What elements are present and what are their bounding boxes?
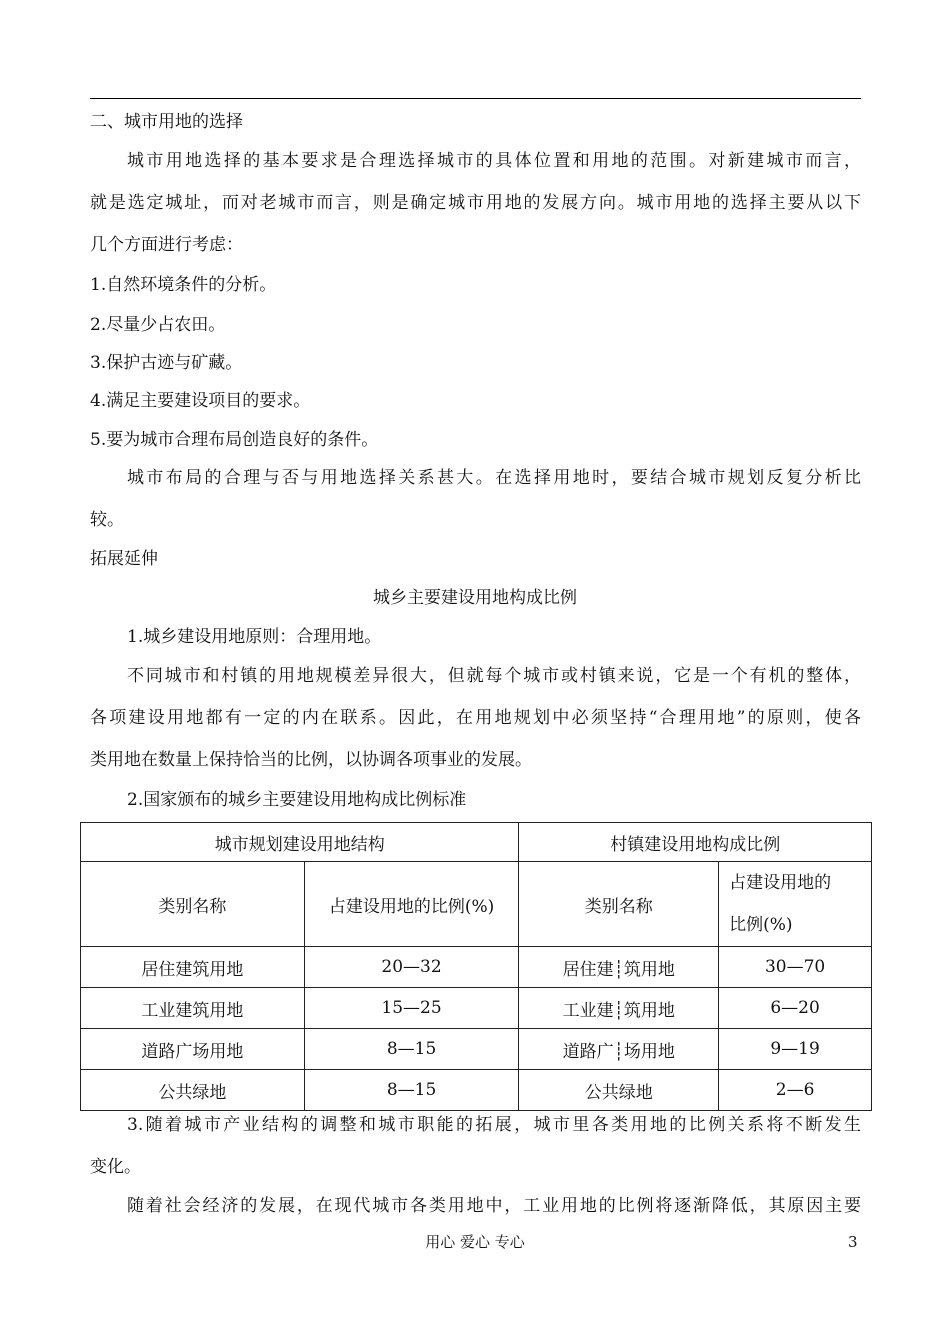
- paragraph-1-line-1: 城市用地选择的基本要求是合理选择城市的具体位置和用地的范围。对新建城市而言，: [127, 151, 861, 171]
- city-category-cell: 道路广场用地: [81, 1029, 305, 1070]
- city-category-name-header: 类别名称: [81, 862, 305, 947]
- center-title: 城乡主要建设用地构成比例: [373, 588, 577, 608]
- table-row: [81, 1029, 872, 1070]
- extension-label: 拓展延伸: [90, 549, 158, 569]
- town-category-name-header: 类别名称: [519, 862, 719, 947]
- city-ratio-header: 占建设用地的比例(%): [304, 862, 519, 947]
- city-category-cell: 工业建筑用地: [81, 988, 305, 1029]
- city-ratio-cell: 8—15: [304, 1029, 519, 1070]
- consideration-item: 5.要为城市合理布局创造良好的条件。: [90, 430, 379, 450]
- table-row: [81, 947, 872, 988]
- consideration-item: 4.满足主要建设项目的要求。: [90, 391, 311, 411]
- point-2: 2.国家颁布的城乡主要建设用地构成比例标准: [127, 790, 467, 810]
- consideration-item: 3.保护古迹与矿藏。: [90, 353, 243, 373]
- city-category-cell: 公共绿地: [81, 1070, 305, 1111]
- city-category-cell: 居住建筑用地: [81, 947, 305, 988]
- header-rule: [90, 98, 861, 99]
- paragraph-4-line-1: 3.随着城市产业结构的调整和城市职能的拓展，城市里各类用地的比例关系将不断发生: [127, 1115, 861, 1135]
- town-structure-header: 村镇建设用地构成比例: [519, 823, 872, 862]
- paragraph-3-line-3: 类用地在数量上保持恰当的比例，以协调各项事业的发展。: [90, 750, 532, 770]
- paragraph-5-line-1: 随着社会经济的发展，在现代城市各类用地中，工业用地的比例将逐渐降低，其原因主要: [127, 1196, 861, 1216]
- city-ratio-cell: 20—32: [304, 947, 519, 988]
- town-category-cell: 居住建┊筑用地: [519, 947, 719, 988]
- town-ratio-cell: 9—19: [719, 1029, 872, 1070]
- consideration-item: 1.自然环境条件的分析。: [90, 275, 277, 295]
- page-number: 3: [848, 1233, 858, 1251]
- section-heading: 二、城市用地的选择: [90, 112, 243, 132]
- table-row: [81, 988, 872, 1029]
- paragraph-3-line-2: 各项建设用地都有一定的内在联系。因此，在用地规划中必须坚持“合理用地”的原则，使各: [90, 708, 861, 728]
- footer-motto: 用心 爱心 专心: [425, 1233, 525, 1251]
- paragraph-1-line-3: 几个方面进行考虑：: [90, 235, 243, 255]
- city-ratio-cell: 8—15: [304, 1070, 519, 1111]
- town-ratio-header-line-1: 占建设用地的: [729, 873, 832, 893]
- point-1: 1.城乡建设用地原则：合理用地。: [127, 627, 382, 647]
- paragraph-2-line-1: 城市布局的合理与否与用地选择关系甚大。在选择用地时，要结合城市规划反复分析比: [127, 468, 861, 488]
- town-category-cell: 道路广┊场用地: [519, 1029, 719, 1070]
- paragraph-4-line-2: 变化。: [90, 1157, 141, 1177]
- town-ratio-cell: 6—20: [719, 988, 872, 1029]
- town-category-cell: 工业建┊筑用地: [519, 988, 719, 1029]
- paragraph-2-line-2: 较。: [90, 510, 124, 530]
- city-ratio-cell: 15—25: [304, 988, 519, 1029]
- table-row: [81, 1070, 872, 1111]
- town-ratio-cell: 30—70: [719, 947, 872, 988]
- town-ratio-header: [719, 862, 872, 947]
- paragraph-1-line-2: 就是选定城址，而对老城市而言，则是确定城市用地的发展方向。城市用地的选择主要从以下: [90, 193, 861, 213]
- paragraph-3-line-1: 不同城市和村镇的用地规模差异很大，但就每个城市或村镇来说，它是一个有机的整体，: [127, 666, 861, 686]
- town-ratio-header-line-2: 比例(%): [729, 915, 793, 935]
- town-ratio-cell: 2—6: [719, 1070, 872, 1111]
- city-structure-header: 城市规划建设用地结构: [81, 823, 519, 862]
- table-sub-header-row: [81, 862, 872, 947]
- consideration-item: 2.尽量少占农田。: [90, 315, 226, 335]
- land-use-standard-table: [80, 822, 872, 1111]
- table-group-header-row: [81, 823, 872, 862]
- town-category-cell: 公共绿地: [519, 1070, 719, 1111]
